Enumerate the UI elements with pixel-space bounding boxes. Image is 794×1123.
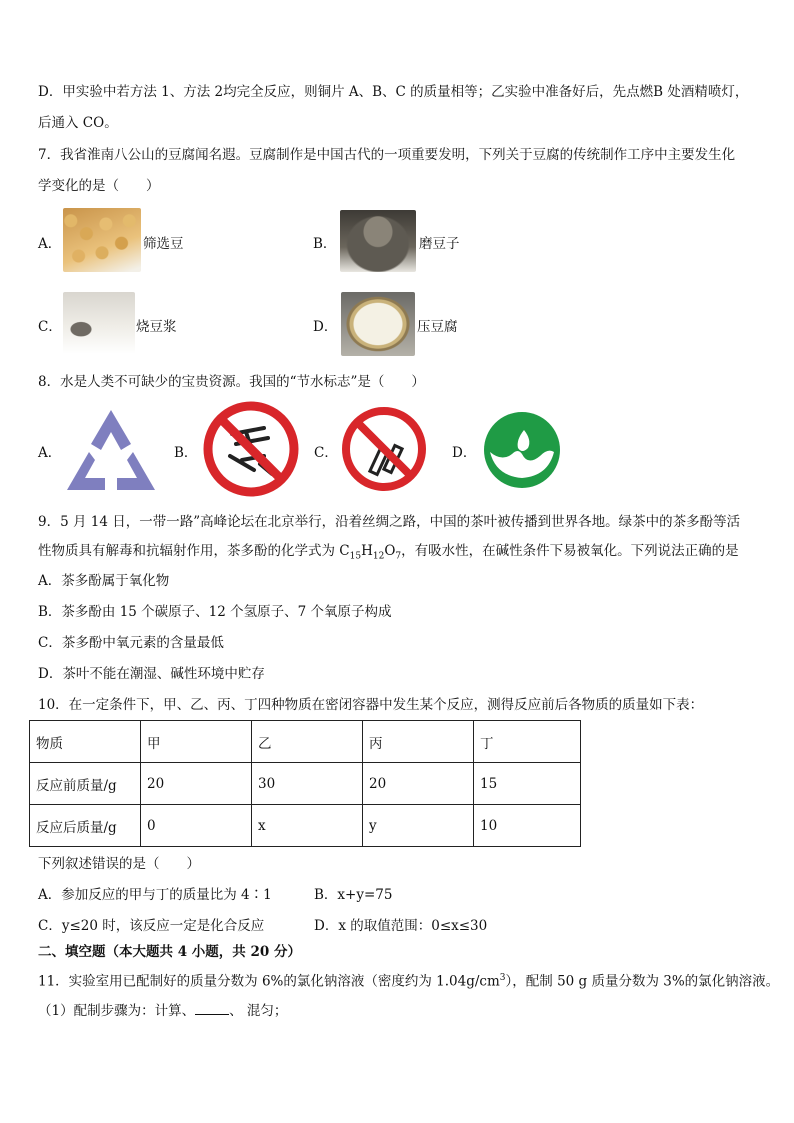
q8-option-d-label: D． [452, 445, 477, 461]
table-cell: y [363, 805, 474, 847]
q9-stem-line2: 性物质具有解毒和抗辐射作用，茶多酚的化学式为 $C_{15}H_{12}O_7$，有吸水性，在碱性条件下易被氧化。下列说法正确的是 [38, 543, 739, 562]
q7-option-c-text: 烧豆浆 [136, 319, 177, 335]
q10-option-c: C．y≤20 时，该反应一定是化合反应 [38, 918, 265, 934]
table-cell: 反应前质量/g [30, 763, 141, 805]
q8-option-c-label: C． [314, 445, 338, 461]
q7-option-b-label: B． [313, 236, 337, 252]
no-smoking-icon [340, 405, 428, 493]
table-row [30, 805, 581, 847]
tofu-press-photo [341, 292, 415, 356]
table-cell: 乙 [252, 721, 363, 763]
table-cell: 0 [141, 805, 252, 847]
q8-stem: 8．水是人类不可缺少的宝贵资源。我国的“节水标志”是（ ） [38, 374, 425, 390]
q9-stem-line1: 9．5 月 14 日，一带一路”高峰论坛在北京举行，沿着丝绸之路，中国的茶叶被传播到世界各地。绿茶中的茶多酚等活 [38, 514, 741, 530]
q9-option-c: C．茶多酚中氧元素的含量最低 [38, 635, 224, 651]
table-cell: 20 [141, 763, 252, 805]
q7-option-a-label: A． [38, 236, 62, 252]
q10-question: 下列叙述错误的是（ ） [38, 856, 200, 872]
table-cell: 甲 [141, 721, 252, 763]
q9-option-a: A．茶多酚属于氧化物 [38, 573, 170, 589]
q10-option-b: B．x+y=75 [314, 887, 393, 903]
q9-option-d: D．茶叶不能在潮湿、碱性环境中贮存 [38, 666, 265, 682]
stone-mill-photo [340, 210, 416, 272]
table-row [30, 721, 581, 763]
table-cell: 10 [474, 805, 581, 847]
table-cell: 反应后质量/g [30, 805, 141, 847]
q7-option-d-text: 压豆腐 [417, 319, 458, 335]
q7-option-d-label: D． [313, 319, 338, 335]
q7-option-c-label: C． [38, 319, 62, 335]
q7-stem-line1: 7．我省淮南八公山的豆腐闻名遐。豆腐制作是中国古代的一项重要发明，下列关于豆腐的传统制作工序中主要发生化 [38, 147, 736, 163]
table-cell: 丙 [363, 721, 474, 763]
q11-stem: 11．实验室用已配制好的质量分数为 6%的氯化钠溶液（密度约为 $1.04g/cm^3$），配制 50 g 质量分数为 3%的氯化钠溶液。 [38, 973, 780, 990]
q10-option-d: D．x 的取值范围：0≤x≤30 [314, 918, 488, 934]
q9-option-b: B．茶多酚由 15 个碳原子、12 个氢原子、7 个氧原子构成 [38, 604, 392, 620]
q8-option-b-label: B． [174, 445, 198, 461]
q10-stem: 10．在一定条件下，甲、乙、丙、丁四种物质在密闭容器中发生某个反应，测得反应前后各物质的质量如下表： [38, 697, 704, 713]
water-saving-icon [482, 410, 562, 490]
table-row [30, 763, 581, 805]
recycle-icon [63, 406, 159, 494]
no-firecrackers-icon [202, 400, 300, 498]
table-cell: 丁 [474, 721, 581, 763]
mass-table [29, 720, 581, 847]
q6-option-d-line2: 后通入 CO。 [38, 115, 118, 131]
table-cell: x [252, 805, 363, 847]
table-cell: 20 [363, 763, 474, 805]
soybean-photo [63, 208, 141, 272]
table-cell: 30 [252, 763, 363, 805]
table-cell: 物质 [30, 721, 141, 763]
q6-option-d-line1: D．甲实验中若方法 1、方法 2均完全反应，则铜片 A、B、C 的质量相等；乙实验中准备好后，先点燃B 处酒精喷灯， [38, 84, 749, 100]
section-title: 二、填空题（本大题共 4 小题，共 20 分） [38, 944, 301, 960]
q8-option-a-label: A． [38, 445, 62, 461]
q7-stem-line2: 学变化的是（ ） [38, 178, 160, 194]
q11-sub1: （1）配制步骤为：计算、 、 混匀； [38, 1000, 287, 1021]
table-cell: 15 [474, 763, 581, 805]
q10-option-a: A．参加反应的甲与丁的质量比为 4∶1 [38, 887, 272, 903]
q7-option-a-text: 筛选豆 [143, 236, 184, 252]
answer-blank[interactable] [195, 1000, 229, 1015]
soy-milk-photo [63, 292, 135, 354]
q7-option-b-text: 磨豆子 [419, 236, 460, 252]
